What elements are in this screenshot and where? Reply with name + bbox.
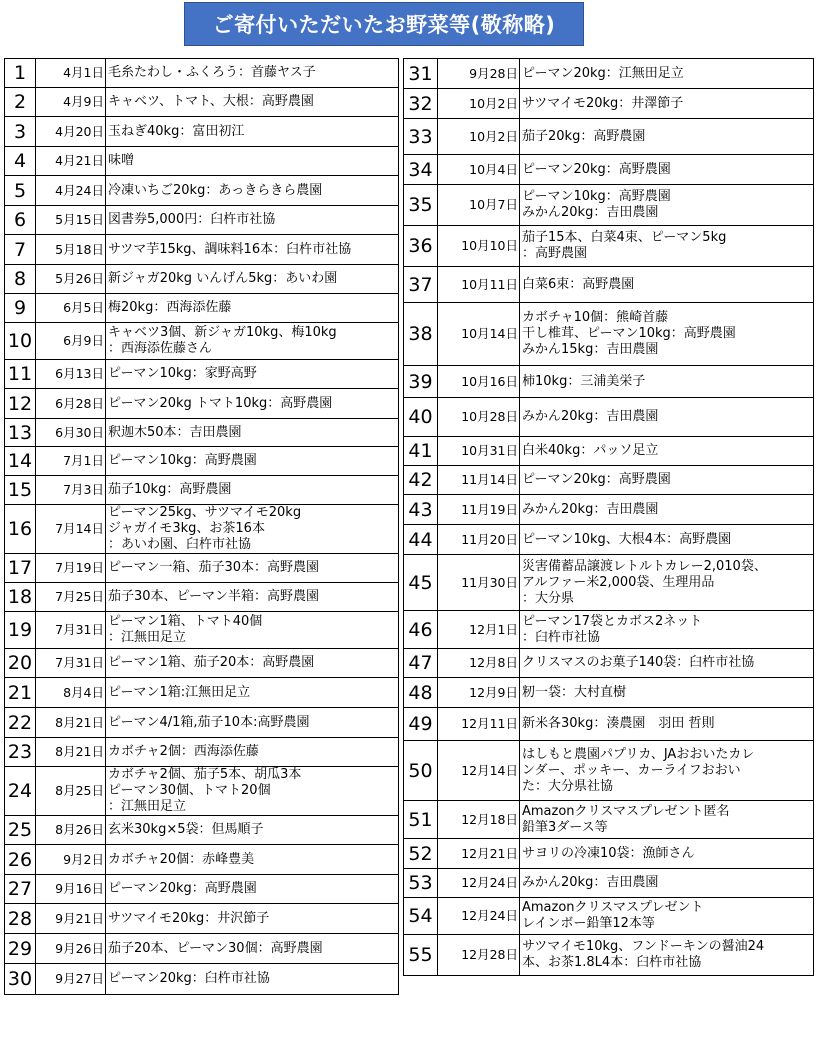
row-number: 22 <box>5 708 36 738</box>
table-row <box>5 117 399 147</box>
table-row <box>5 235 399 265</box>
row-date: 7月1日 <box>36 447 106 476</box>
content-line: キャベツ3個、新ジャガ10kg、梅10kg <box>108 325 337 340</box>
row-date: 6月28日 <box>36 389 106 419</box>
row-content <box>520 611 814 649</box>
row-date: 11月19日 <box>438 495 520 525</box>
table-row <box>404 303 814 366</box>
row-content <box>106 206 399 235</box>
table-row <box>5 206 399 235</box>
row-number: 20 <box>5 649 36 678</box>
content-line: ピーマン10kg、大根4本：高野農園 <box>522 531 732 547</box>
row-date: 10月14日 <box>438 303 520 366</box>
table-row <box>5 708 399 738</box>
content-line: 玄米30kg×5袋：但馬順子 <box>108 822 264 837</box>
table-row <box>5 554 399 583</box>
table-row <box>5 964 399 995</box>
table-row <box>404 801 814 839</box>
row-number: 49 <box>404 708 438 741</box>
row-number: 16 <box>5 505 36 554</box>
row-content <box>106 117 399 147</box>
row-number: 53 <box>404 869 438 898</box>
content-line: 茄子20kg：高野農園 <box>522 128 646 144</box>
table-row <box>5 649 399 678</box>
content-line: 冷凍いちご20kg：あっきらきら農園 <box>108 182 323 198</box>
table-row <box>404 185 814 226</box>
table-row <box>5 265 399 294</box>
content-line: サツマイモ10kg、フンドーキンの醤油24 <box>522 939 765 954</box>
row-date: 8月21日 <box>36 738 106 767</box>
row-date: 9月2日 <box>36 845 106 875</box>
row-date: 12月9日 <box>438 678 520 708</box>
row-number: 6 <box>5 206 36 235</box>
row-content <box>106 904 399 934</box>
row-date: 12月18日 <box>438 801 520 839</box>
row-date: 10月11日 <box>438 267 520 303</box>
row-date: 10月16日 <box>438 366 520 398</box>
row-content <box>520 303 814 366</box>
row-date: 8月26日 <box>36 816 106 845</box>
row-number: 30 <box>5 964 36 995</box>
content-line: 茄子20本、ピーマン30個：高野農園 <box>108 940 323 956</box>
row-number: 21 <box>5 678 36 708</box>
row-date: 12月24日 <box>438 869 520 898</box>
table-row <box>404 869 814 898</box>
table-row <box>404 935 814 976</box>
table-row <box>404 898 814 935</box>
row-date: 9月28日 <box>438 59 520 89</box>
table-row <box>5 875 399 904</box>
row-date: 10月4日 <box>438 155 520 185</box>
table-row <box>5 294 399 323</box>
table-row <box>5 904 399 934</box>
row-date: 7月31日 <box>36 612 106 649</box>
row-date: 6月5日 <box>36 294 106 323</box>
row-number: 38 <box>404 303 438 366</box>
row-date: 12月11日 <box>438 708 520 741</box>
row-date: 12月24日 <box>438 898 520 935</box>
content-line: サツマイモ20kg：井沢節子 <box>108 910 270 926</box>
row-content <box>520 59 814 89</box>
content-line: カボチャ10個：熊崎首藤 <box>522 310 669 325</box>
content-line: キャベツ、トマト、大根：高野農園 <box>108 94 314 109</box>
row-content <box>106 360 399 389</box>
table-row <box>404 678 814 708</box>
row-number: 43 <box>404 495 438 525</box>
row-date: 10月2日 <box>438 89 520 119</box>
row-content <box>520 801 814 839</box>
row-content <box>520 437 814 466</box>
content-line: ピーマン20kg：高野農園 <box>522 472 671 487</box>
row-number: 19 <box>5 612 36 649</box>
row-content <box>106 678 399 708</box>
table-row <box>5 360 399 389</box>
content-line: 梅20kg：西海添佐藤 <box>108 300 232 315</box>
row-date: 5月26日 <box>36 265 106 294</box>
row-content <box>520 155 814 185</box>
content-line: みかん20kg：吉田農園 <box>522 205 659 220</box>
row-number: 11 <box>5 360 36 389</box>
content-line: ピーマン25kg、サツマイモ20kg <box>108 505 302 520</box>
row-number: 8 <box>5 265 36 294</box>
row-content <box>106 235 399 265</box>
content-line: 籾一袋：大村直樹 <box>522 684 627 700</box>
row-date: 12月28日 <box>438 935 520 976</box>
content-line: カボチャ2個：西海添佐藤 <box>108 744 259 759</box>
content-line: 本、お茶1.8L4本：臼杵市社協 <box>522 955 702 970</box>
table-row <box>404 495 814 525</box>
row-date: 4月21日 <box>36 147 106 176</box>
row-number: 7 <box>5 235 36 265</box>
table-row <box>5 419 399 447</box>
row-content <box>520 678 814 708</box>
row-number: 37 <box>404 267 438 303</box>
row-number: 5 <box>5 176 36 206</box>
row-date: 12月8日 <box>438 649 520 678</box>
table-row <box>404 649 814 678</box>
content-line: カボチャ20個：赤峰豊美 <box>108 851 255 867</box>
table-row <box>404 555 814 611</box>
content-line: ピーマン1箱、トマト40個 <box>108 614 263 629</box>
row-date: 6月9日 <box>36 323 106 360</box>
content-line: ジャガイモ3kg、お茶16本 <box>108 521 265 536</box>
content-line: 新ジャガ20kg いんげん5kg：あいわ園 <box>108 271 338 286</box>
table-row <box>404 525 814 555</box>
table-row <box>5 583 399 612</box>
table-row <box>404 155 814 185</box>
row-number: 3 <box>5 117 36 147</box>
row-content <box>106 59 399 88</box>
row-number: 44 <box>404 525 438 555</box>
content-line: みかん20kg：吉田農園 <box>522 875 659 890</box>
content-line: 茄子15本、白菜4束、ピーマン5kg <box>522 230 727 245</box>
row-content <box>106 419 399 447</box>
row-content <box>520 708 814 741</box>
row-content <box>106 323 399 360</box>
content-line: みかん20kg：吉田農園 <box>522 409 659 424</box>
row-content <box>520 398 814 437</box>
content-line: 柿10kg：三浦美栄子 <box>522 373 646 389</box>
row-number: 48 <box>404 678 438 708</box>
table-row <box>5 323 399 360</box>
table-row <box>404 741 814 801</box>
row-content <box>520 935 814 976</box>
table-row <box>404 398 814 437</box>
row-content <box>520 555 814 611</box>
table-row <box>5 845 399 875</box>
table-row <box>404 708 814 741</box>
row-number: 51 <box>404 801 438 839</box>
row-number: 14 <box>5 447 36 476</box>
row-date: 9月21日 <box>36 904 106 934</box>
row-content <box>520 119 814 155</box>
table-row <box>5 176 399 206</box>
row-content <box>520 649 814 678</box>
row-content <box>520 741 814 801</box>
row-date: 6月30日 <box>36 419 106 447</box>
row-number: 17 <box>5 554 36 583</box>
content-line: ピーマン一箱、茄子30本：高野農園 <box>108 560 320 575</box>
table-row <box>5 767 399 816</box>
row-content <box>520 525 814 555</box>
row-date: 9月27日 <box>36 964 106 995</box>
content-line: 釈迦木50本：吉田農園 <box>108 424 242 440</box>
row-number: 1 <box>5 59 36 88</box>
table-row <box>404 119 814 155</box>
row-number: 45 <box>404 555 438 611</box>
content-line: ：高野農園 <box>522 246 588 261</box>
row-number: 12 <box>5 389 36 419</box>
row-number: 55 <box>404 935 438 976</box>
content-line: 毛糸たわし・ふくろう：首藤ヤス子 <box>108 65 316 80</box>
row-content <box>106 88 399 117</box>
table-row <box>404 89 814 119</box>
table-row <box>404 466 814 495</box>
row-date: 7月25日 <box>36 583 106 612</box>
row-content <box>106 554 399 583</box>
row-number: 23 <box>5 738 36 767</box>
row-number: 9 <box>5 294 36 323</box>
content-line: ：江無田足立 <box>108 799 187 814</box>
row-number: 40 <box>404 398 438 437</box>
row-number: 4 <box>5 147 36 176</box>
table-row <box>5 738 399 767</box>
content-line: 味噌 <box>108 153 135 168</box>
row-number: 32 <box>404 89 438 119</box>
row-date: 6月13日 <box>36 360 106 389</box>
content-line: サツマイモ20kg：井澤節子 <box>522 95 684 111</box>
row-content <box>520 366 814 398</box>
content-line: カボチャ2個、茄子5本、胡瓜3本 <box>108 767 302 782</box>
row-content <box>520 495 814 525</box>
row-number: 18 <box>5 583 36 612</box>
content-line: 茄子10kg：高野農園 <box>108 482 232 497</box>
row-content <box>106 649 399 678</box>
row-date: 8月4日 <box>36 678 106 708</box>
row-number: 26 <box>5 845 36 875</box>
row-content <box>106 176 399 206</box>
row-number: 35 <box>404 185 438 226</box>
table-row <box>5 505 399 554</box>
row-content <box>520 267 814 303</box>
row-date: 5月15日 <box>36 206 106 235</box>
content-line: Amazonクリスマスプレゼント匿名 <box>522 803 730 819</box>
row-content <box>106 934 399 964</box>
row-number: 10 <box>5 323 36 360</box>
page-title: ご寄付いただいたお野菜等(敬称略) <box>184 2 584 46</box>
row-date: 11月20日 <box>438 525 520 555</box>
row-date: 4月1日 <box>36 59 106 88</box>
row-number: 15 <box>5 476 36 505</box>
content-line: 図書券5,000円：臼杵市社協 <box>108 212 276 227</box>
row-content <box>106 845 399 875</box>
table-row <box>5 612 399 649</box>
content-line: ：あいわ園、臼杵市社協 <box>108 537 252 552</box>
table-row <box>404 267 814 303</box>
content-line: ：西海添佐藤さん <box>108 341 213 356</box>
row-content <box>106 708 399 738</box>
row-date: 11月30日 <box>438 555 520 611</box>
content-line: ンダー、ポッキー、カーライフおおい <box>522 762 741 778</box>
row-date: 4月9日 <box>36 88 106 117</box>
content-line: ピーマン10kg：家野高野 <box>108 366 257 381</box>
content-line: ピーマン20kg：江無田足立 <box>522 65 684 81</box>
content-line: ピーマン10kg：高野農園 <box>522 189 671 204</box>
row-number: 24 <box>5 767 36 816</box>
row-number: 36 <box>404 226 438 267</box>
content-line: ピーマン1箱、茄子20本：高野農園 <box>108 655 315 670</box>
row-number: 34 <box>404 155 438 185</box>
row-date: 8月25日 <box>36 767 106 816</box>
row-date: 10月2日 <box>438 119 520 155</box>
content-line: 干し椎茸、ピーマン10kg：高野農園 <box>522 326 736 341</box>
row-number: 42 <box>404 466 438 495</box>
row-content <box>106 964 399 995</box>
row-content <box>106 583 399 612</box>
row-content <box>520 466 814 495</box>
row-content <box>520 89 814 119</box>
content-line: クリスマスのお菓子140袋：臼杵市社協 <box>522 655 755 670</box>
content-line: ピーマン17袋とカボス2ネット <box>522 613 703 629</box>
row-date: 12月1日 <box>438 611 520 649</box>
row-content <box>106 265 399 294</box>
row-content <box>520 185 814 226</box>
row-content <box>106 476 399 505</box>
row-number: 47 <box>404 649 438 678</box>
table-row <box>404 839 814 869</box>
content-line: サツマ芋15kg、調味料16本：臼杵市社協 <box>108 241 352 257</box>
content-line: ピーマン20kg トマト10kg：高野農園 <box>108 395 333 411</box>
content-line: ：江無田足立 <box>108 630 187 645</box>
row-content <box>520 226 814 267</box>
row-number: 46 <box>404 611 438 649</box>
row-content <box>520 869 814 898</box>
row-content <box>106 294 399 323</box>
content-line: みかん15kg：吉田農園 <box>522 342 659 357</box>
row-number: 28 <box>5 904 36 934</box>
row-date: 7月19日 <box>36 554 106 583</box>
row-date: 7月31日 <box>36 649 106 678</box>
row-number: 27 <box>5 875 36 904</box>
row-content <box>106 612 399 649</box>
content-line: ピーマン4/1箱,茄子10本:高野農園 <box>108 714 310 730</box>
content-line: ：臼杵市社協 <box>522 629 601 645</box>
row-number: 39 <box>404 366 438 398</box>
row-content <box>106 816 399 845</box>
content-line: 鉛筆3ダース等 <box>522 819 608 835</box>
row-content <box>106 767 399 816</box>
row-number: 33 <box>404 119 438 155</box>
row-number: 2 <box>5 88 36 117</box>
content-line: 白菜6束：高野農園 <box>522 276 635 292</box>
row-content <box>106 447 399 476</box>
content-line: サヨリの冷凍10袋：漁師さん <box>522 845 695 861</box>
content-line: ピーマン20kg：臼杵市社協 <box>108 971 270 986</box>
row-date: 10月7日 <box>438 185 520 226</box>
row-content <box>106 389 399 419</box>
row-content <box>520 898 814 935</box>
row-number: 31 <box>404 59 438 89</box>
row-date: 10月31日 <box>438 437 520 466</box>
row-date: 10月28日 <box>438 398 520 437</box>
content-line: 災害備蓄品譲渡レトルトカレー2,010袋、 <box>522 558 767 574</box>
table-row <box>404 366 814 398</box>
content-line: レインボー鉛筆12本等 <box>522 916 655 931</box>
row-number: 25 <box>5 816 36 845</box>
content-line: ピーマン20kg：高野農園 <box>108 881 257 896</box>
table-row <box>5 678 399 708</box>
row-date: 9月26日 <box>36 934 106 964</box>
row-date: 4月24日 <box>36 176 106 206</box>
table-row <box>5 447 399 476</box>
table-row <box>404 226 814 267</box>
row-content <box>106 147 399 176</box>
row-date: 9月16日 <box>36 875 106 904</box>
row-number: 54 <box>404 898 438 935</box>
row-date: 10月10日 <box>438 226 520 267</box>
table-row <box>5 389 399 419</box>
donation-table-left <box>4 58 399 995</box>
row-number: 13 <box>5 419 36 447</box>
table-row <box>404 611 814 649</box>
content-line: Amazonクリスマスプレゼント <box>522 900 704 915</box>
content-line: 新米各30kg：湊農園 羽田 哲則 <box>522 716 715 731</box>
row-content <box>106 875 399 904</box>
content-line: た：大分県社協 <box>522 778 614 794</box>
content-line: みかん20kg：吉田農園 <box>522 501 659 517</box>
row-number: 41 <box>404 437 438 466</box>
table-row <box>5 59 399 88</box>
donation-table-right <box>403 58 814 976</box>
content-line: ピーマン10kg：高野農園 <box>108 453 257 468</box>
row-date: 7月14日 <box>36 505 106 554</box>
row-content <box>106 505 399 554</box>
row-number: 52 <box>404 839 438 869</box>
table-row <box>5 816 399 845</box>
table-row <box>404 59 814 89</box>
table-row <box>5 88 399 117</box>
content-line: ピーマン1箱:江無田足立 <box>108 684 251 700</box>
row-number: 29 <box>5 934 36 964</box>
row-date: 8月21日 <box>36 708 106 738</box>
row-number: 50 <box>404 741 438 801</box>
row-date: 12月21日 <box>438 839 520 869</box>
content-line: 白米40kg：パッソ足立 <box>522 443 659 458</box>
row-date: 5月18日 <box>36 235 106 265</box>
row-date: 7月3日 <box>36 476 106 505</box>
content-line: 玉ねぎ40kg：富田初江 <box>108 123 245 139</box>
content-line: アルファー米2,000袋、生理用品 <box>522 574 715 590</box>
table-row <box>5 476 399 505</box>
row-date: 12月14日 <box>438 741 520 801</box>
content-line: ：大分県 <box>522 590 575 606</box>
row-content <box>106 738 399 767</box>
content-line: 茄子30本、ピーマン半箱：高野農園 <box>108 589 320 604</box>
row-content <box>520 839 814 869</box>
content-line: ピーマン20kg：高野農園 <box>522 161 671 177</box>
row-date: 11月14日 <box>438 466 520 495</box>
table-row <box>5 934 399 964</box>
row-date: 4月20日 <box>36 117 106 147</box>
table-row <box>5 147 399 176</box>
table-row <box>404 437 814 466</box>
content-line: ピーマン30個、トマト20個 <box>108 783 271 798</box>
content-line: はしもと農園パプリカ、JAおおいたカレ <box>522 746 755 762</box>
